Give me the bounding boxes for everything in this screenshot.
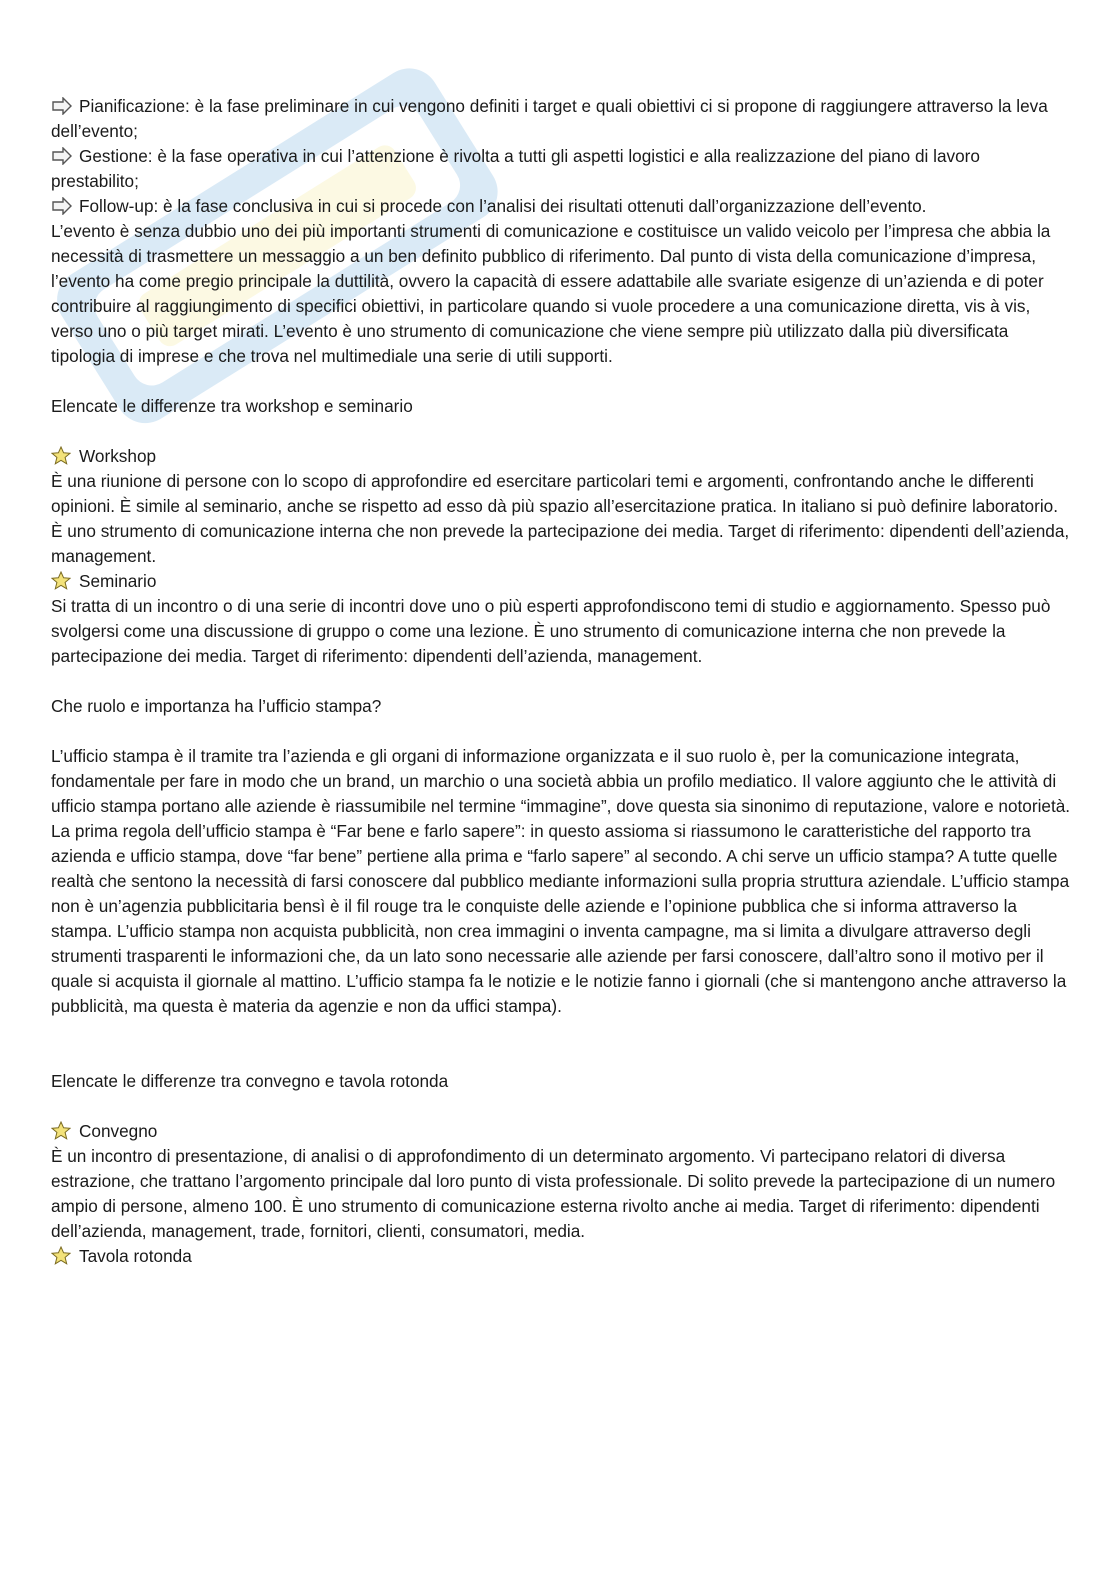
item-title: Tavola rotonda (51, 1244, 1071, 1269)
phase-item (51, 144, 1071, 194)
arrow-bullet-icon (51, 197, 79, 215)
star-bullet-icon (51, 571, 79, 590)
phase-item (51, 94, 1071, 144)
intro-paragraph: L’evento è senza dubbio uno dei più importanti strumenti di comunicazione e costituisce un valido veicolo per l’impresa che abbia la necessità di trasmettere un messaggio a un ben definito pubblico di riferimento. Dal punto di vista della comunicazione d’impresa, l’evento ha come pregio principale la duttilità, ovvero la capacità di essere adattabile alle svariate esigenze di un’azienda e di poter contribuire al raggiungimento di specifici obiettivi, in particolare quando si vuole procedere a una comunicazione diretta, vis à vis, verso uno o più target mirati. L’evento è uno strumento di comunicazione che viene sempre più utilizzato dalla più diversificata tipologia di imprese e che trova nel multimediale una serie di utili supporti. (51, 221, 1051, 366)
document-page (51, 94, 1071, 1269)
item-body: È una riunione di persone con lo scopo di approfondire ed esercitare particolari temi e argomenti, confrontando anche le differenti opinioni. È simile al seminario, anche se rispetto ad esso dà più spazio all’esercitazione pratica. In italiano si può definire laboratorio. È uno strumento di comunicazione interna che non prevede la partecipazione dei media. Target di riferimento: dipendenti dell’azienda, management. (51, 471, 1070, 566)
phase-item (51, 194, 1071, 219)
item-title: Convegno (51, 1119, 1071, 1144)
item-body: Si tratta di un incontro o di una serie di incontri dove uno o più esperti approfondiscono temi di studio e aggiornamento. Spesso può svolgersi come una discussione di gruppo o come una lezione. È uno strumento di comunicazione interna che non prevede la partecipazione dei media. Target di riferimento: dipendenti dell’azienda, management. (51, 596, 1051, 666)
question-heading: Elencate le differenze tra workshop e seminario (51, 396, 413, 416)
arrow-bullet-icon (51, 97, 79, 115)
phase-text: Pianificazione: è la fase preliminare in cui vengono definiti i target e quali obiettivi ci si propone di raggiungere attraverso la leva dell’evento; (51, 96, 1048, 141)
star-bullet-icon (51, 446, 79, 465)
item-body: È un incontro di presentazione, di analisi o di approfondimento di un determinato argomento. Vi partecipano relatori di diversa estrazione, che trattano l’argomento principale dal loro punto di vista professionale. Di solito prevede la partecipazione di un numero ampio di persone, almeno 100. È uno strumento di comunicazione esterna rivolto anche ai media. Target di riferimento: dipendenti dell’azienda, management, trade, fornitori, clienti, consumatori, media. (51, 1146, 1056, 1241)
question-heading: Elencate le differenze tra convegno e tavola rotonda (51, 1071, 449, 1091)
star-bullet-icon (51, 1121, 79, 1140)
phase-text: Gestione: è la fase operativa in cui l’attenzione è rivolta a tutti gli aspetti logistici e alla realizzazione del piano di lavoro prestabilito; (51, 146, 980, 191)
item-title: Workshop (51, 444, 1071, 469)
star-bullet-icon (51, 1246, 79, 1265)
phase-text: Follow-up: è la fase conclusiva in cui si procede con l’analisi dei risultati ottenuti dall’organizzazione dell’evento. (79, 196, 927, 216)
item-title: Seminario (51, 569, 1071, 594)
arrow-bullet-icon (51, 147, 79, 165)
question-heading: Che ruolo e importanza ha l’ufficio stampa? (51, 696, 382, 716)
ufficio-paragraph: L’ufficio stampa è il tramite tra l’azienda e gli organi di informazione organizzata e il suo ruolo è, per la comunicazione integrata, fondamentale per fare in modo che un brand, un marchio o una società abbia un profilo mediatico. Il valore aggiunto che le attività di ufficio stampa portano alle aziende è riassumibile nel termine “immagine”, dove questa sia sinonimo di reputazione, valore e notorietà. La prima regola dell’ufficio stampa è “Far bene e farlo sapere”: in questo assioma si riassumono le caratteristiche del rapporto tra azienda e ufficio stampa, dove “far bene” pertiene alla prima e “farlo sapere” al secondo. A chi serve un ufficio stampa? A tutte quelle realtà che sentono la necessità di farsi conoscere dal pubblico mediante informazioni sulla propria struttura aziendale. L’ufficio stampa non è un’agenzia pubblicitaria bensì è il fil rouge tra le conquiste delle aziende e l’opinione pubblica che si informa attraverso la stampa. L’ufficio stampa non acquista pubblicità, non crea immagini o inventa campagne, ma si limita a divulgare attraverso degli strumenti trasparenti le informazioni che, da un lato sono necessarie alle aziende per farsi conoscere, dall’altro sono il motivo per il quale si acquista il giornale al mattino. L’ufficio stampa fa le notizie e le notizie fanno i giornali (che si mantengono anche attraverso la pubblicità, ma questa è materia da agenzie e non da uffici stampa). (51, 746, 1071, 1016)
